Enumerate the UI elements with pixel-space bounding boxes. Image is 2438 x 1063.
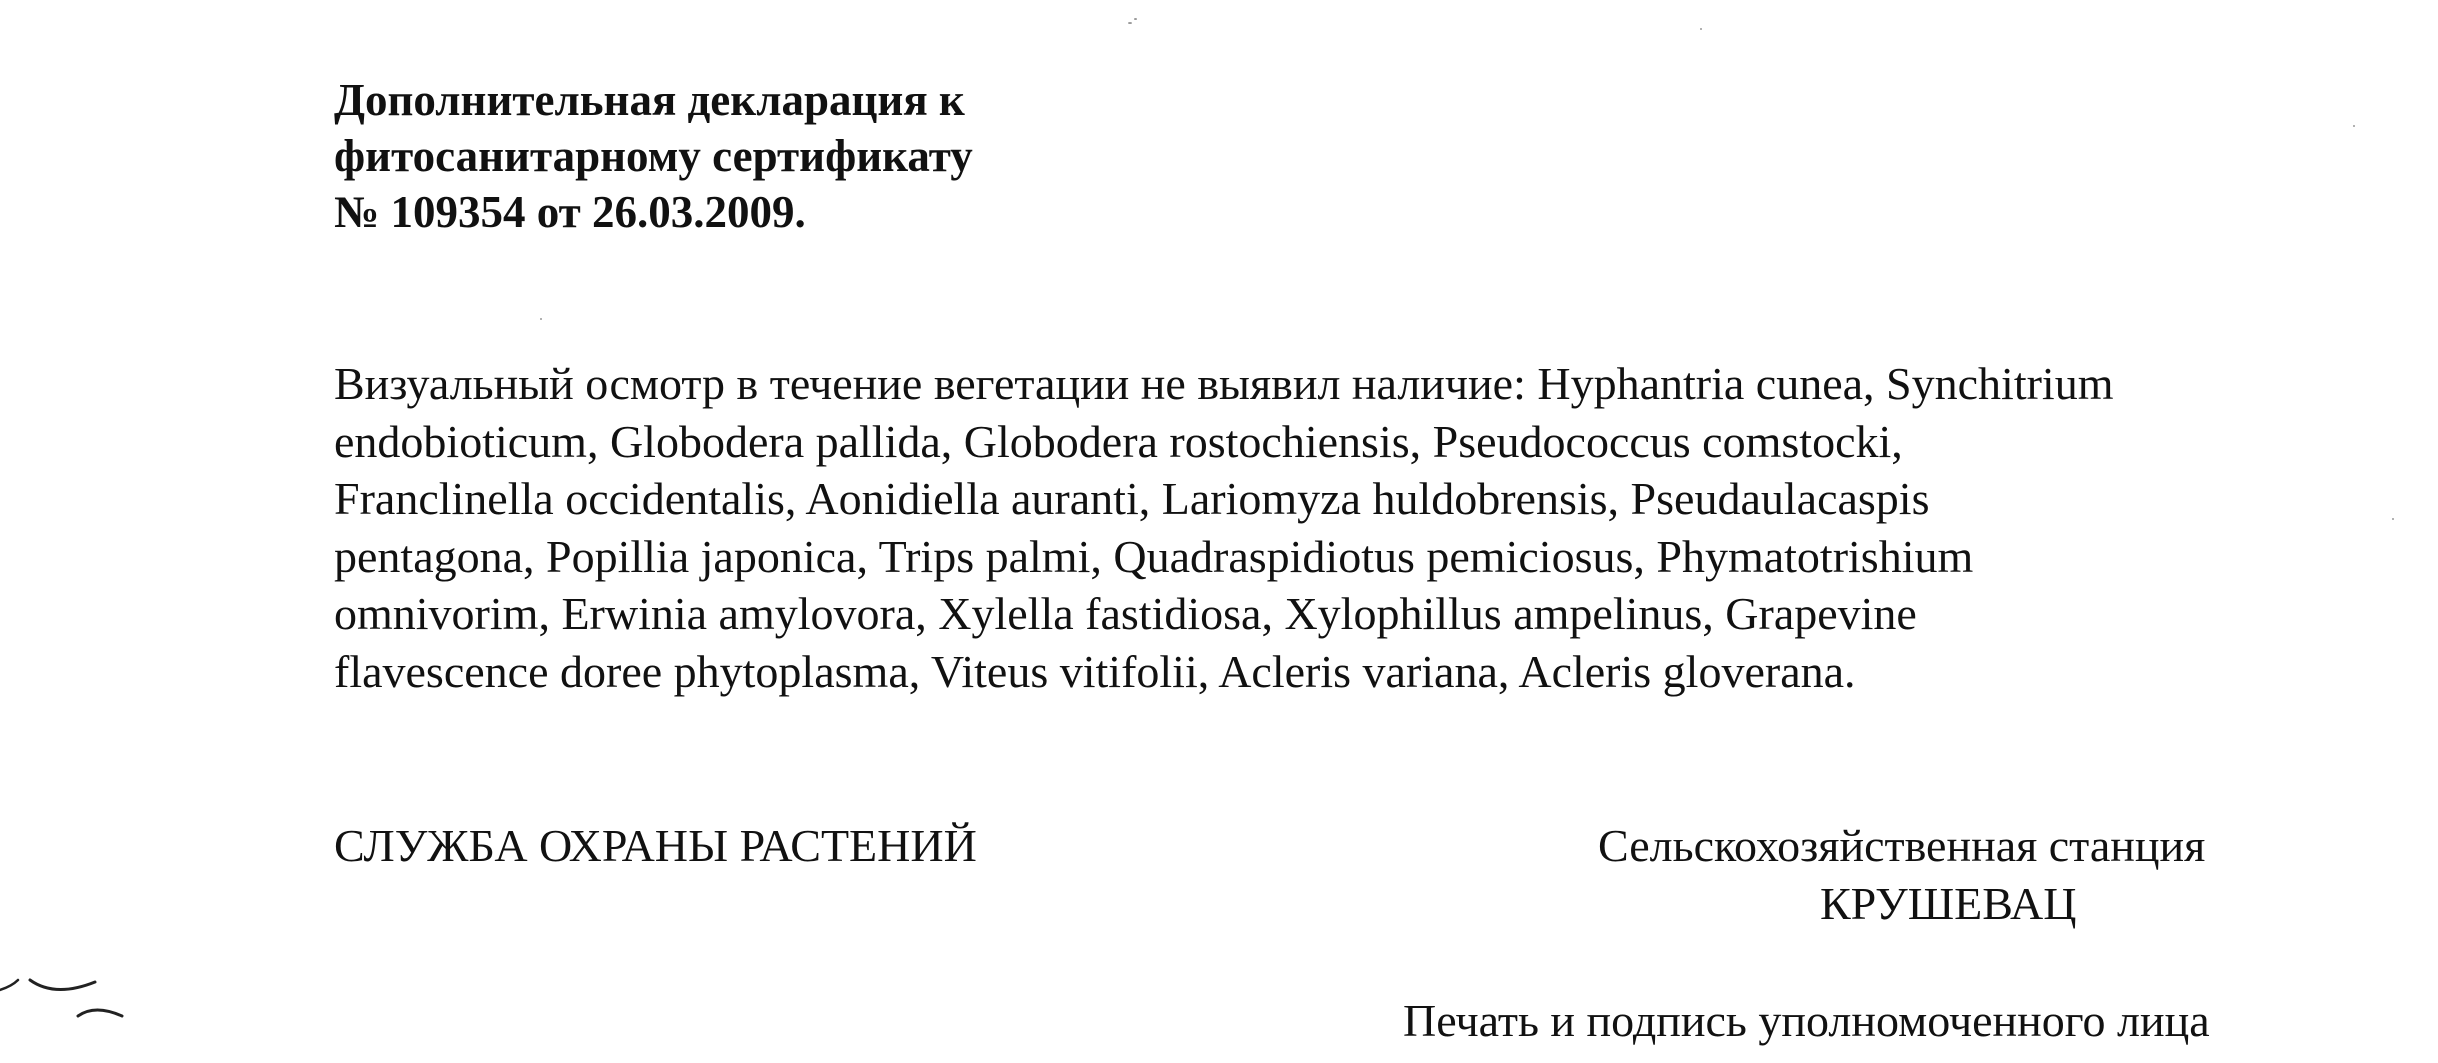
- scan-speck: [1700, 28, 1702, 30]
- scan-speck: [1128, 22, 1132, 24]
- body-line: endobioticum, Globodera pallida, Globodera rostochiensis, Pseudococcus comstocki,: [334, 415, 1903, 467]
- body-line: Franclinella occidentalis, Aonidiella auranti, Lariomyza huldobrensis, Pseudaulacaspis: [334, 473, 1930, 524]
- body-line: omnivorim, Erwinia amylovora, Xylella fastidiosa, Xylophillus ampelinus, Grapevine: [334, 588, 1917, 639]
- title-line: Дополнительная декларация к: [334, 75, 965, 125]
- stamp-signature-caption: Печать и подпись уполномоченного лица: [1403, 995, 2210, 1046]
- plant-protection-service: СЛУЖБА ОХРАНЫ РАСТЕНИЙ: [334, 820, 977, 871]
- station-city: КРУШЕВАЦ: [1820, 878, 2077, 929]
- body-line: pentagona, Popillia japonica, Trips palmi, Quadraspidiotus pemiciosus, Phymatotrishium: [334, 530, 1974, 582]
- body-line: flavescence doree phytoplasma, Viteus vitifolii, Acleris variana, Acleris gloverana.: [334, 645, 1856, 697]
- scan-speck: [2353, 125, 2355, 127]
- scan-speck: [1134, 18, 1137, 20]
- body-line: Визуальный осмотр в течение вегетации не выявил наличие: Hyphantria cunea, Synchitrium: [334, 358, 2114, 409]
- title-line: фитосанитарному сертификату: [334, 131, 973, 181]
- declaration-body: [334, 355, 2334, 700]
- agricultural-station: Сельскохозяйственная станция: [1598, 820, 2206, 871]
- declaration-title: [334, 72, 973, 240]
- title-line: № 109354 от 26.03.2009.: [334, 187, 806, 237]
- scan-speck: [540, 318, 542, 320]
- signature-stroke-mark: [0, 940, 140, 1030]
- scan-speck: [2392, 518, 2394, 520]
